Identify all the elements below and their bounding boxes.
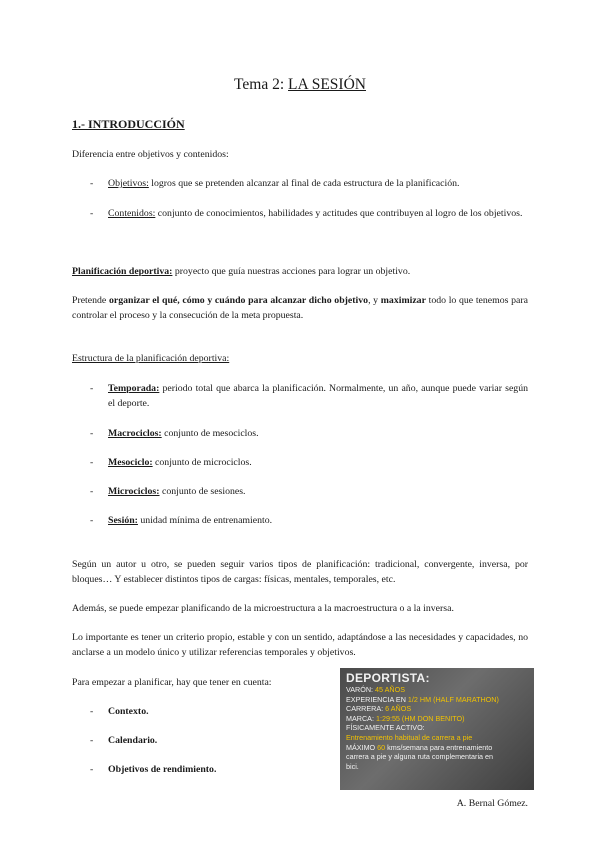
structure-text: conjunto de mesociclos.: [161, 428, 259, 439]
athlete-label: EXPERIENCIA EN: [346, 694, 408, 704]
structure-term: Temporada:: [108, 383, 160, 394]
athlete-label: CARRERA:: [346, 704, 386, 714]
pretends-paragraph: [72, 293, 528, 323]
page-title: [0, 76, 600, 94]
definition-term: Objetivos:: [108, 178, 149, 189]
athlete-value: 6 AÑOS: [385, 704, 412, 714]
list-dash: -: [90, 515, 94, 526]
paragraph: Además, se puede empezar planificando de la microestructura a la macroestructura o a la inversa.: [72, 603, 454, 614]
consideration-item: [90, 762, 310, 777]
list-dash: -: [90, 764, 94, 775]
athlete-label: carrera a pie y alguna ruta complementaria en: [346, 752, 494, 762]
structure-term: Macrociclos:: [108, 428, 162, 439]
pretends-text: Pretende: [72, 295, 109, 306]
structure-term: Mesociclo:: [108, 457, 153, 468]
athlete-line: [346, 762, 528, 772]
definition-item: [90, 176, 528, 191]
athlete-value: 1:29:55 (HM DON BENITO): [375, 713, 465, 723]
consideration-item: [90, 704, 310, 719]
pretends-text: todo lo que tenemos para controlar el proceso y la consecución de la meta propuesta.: [72, 295, 528, 321]
paragraph: Lo importante es tener un criterio propio, estable y con un sentido, adaptándose a las necesidades y capacidades, no anclarse a un modelo único y utilizar referencias temporales y objetivos.: [72, 632, 528, 658]
consideration-text: Calendario.: [108, 735, 158, 746]
structure-heading: Estructura de la planificación deportiva:: [72, 353, 230, 364]
consideration-item: [90, 733, 310, 748]
structure-item: [90, 484, 528, 499]
consideration-text: Contexto.: [108, 706, 149, 717]
athlete-label: MÁXIMO: [346, 742, 378, 752]
list-dash: -: [90, 706, 94, 717]
definition-item: [90, 206, 528, 221]
athlete-profile-image: [340, 668, 534, 790]
list-dash: -: [90, 428, 94, 439]
athlete-label: MARCA:: [346, 713, 376, 723]
author-signature: A. Bernal Gómez.: [456, 798, 528, 809]
structure-term: Microciclos:: [108, 486, 160, 497]
athlete-value: 60: [377, 742, 386, 752]
structure-item: [90, 381, 528, 411]
athlete-value: 45 AÑOS: [375, 685, 405, 694]
planning-definition: [72, 264, 528, 279]
athlete-label: kms/semana para entrenamiento: [385, 742, 493, 752]
list-dash: -: [90, 457, 94, 468]
structure-text: conjunto de microciclos.: [152, 457, 252, 468]
consideration-text: Objetivos de rendimiento.: [108, 764, 217, 775]
athlete-value: 1/2 HM (HALF MARATHON): [407, 694, 499, 704]
athlete-line: [346, 723, 528, 733]
structure-item: [90, 455, 528, 470]
structure-item: [90, 513, 528, 528]
athlete-line: [346, 695, 528, 705]
athlete-line: [346, 685, 528, 695]
title-prefix: Tema 2:: [234, 76, 289, 93]
paragraph: Según un autor u otro, se pueden seguir varios tipos de planificación: tradicional, convergente, inversa, por bloques… Y establecer distintos tipos de cargas: físicas, mentales, temporales, etc.: [72, 559, 528, 585]
athlete-label: VARÓN:: [346, 685, 376, 694]
definition-term: Contenidos:: [108, 208, 156, 219]
definition-text: conjunto de conocimientos, habilidades y actitudes que contribuyen al logro de los objetivos.: [155, 208, 523, 219]
structure-term: Sesión:: [108, 515, 138, 526]
athlete-line: [346, 733, 528, 743]
athlete-label: bici.: [346, 761, 359, 771]
list-dash: -: [90, 208, 94, 219]
athlete-line: [346, 714, 528, 724]
pretends-text: , y: [368, 295, 381, 306]
athlete-label: FÍSICAMENTE ACTIVO:: [346, 723, 425, 733]
planning-term: Planificación deportiva:: [72, 266, 173, 277]
athlete-line: [346, 704, 528, 714]
planning-text: proyecto que guía nuestras acciones para lograr un objetivo.: [172, 266, 411, 277]
list-dash: -: [90, 486, 94, 497]
structure-text: unidad mínima de entrenamiento.: [137, 515, 273, 526]
start-line: Para empezar a planificar, hay que tener en cuenta:: [72, 677, 272, 688]
title-main: LA SESIÓN: [288, 76, 366, 93]
list-dash: -: [90, 735, 94, 746]
list-dash: -: [90, 178, 94, 189]
section-heading: 1.- INTRODUCCIÓN: [72, 117, 185, 131]
athlete-line: [346, 743, 528, 753]
list-dash: -: [90, 383, 94, 394]
athlete-value: Entrenamiento habitual de carrera a pie: [346, 732, 473, 742]
pretends-bold: organizar el qué, cómo y cuándo para alcanzar dicho objetivo: [108, 295, 369, 306]
structure-text: periodo total que abarca la planificación. Normalmente, un año, aunque puede variar según el deporte.: [108, 383, 528, 409]
structure-text: conjunto de sesiones.: [159, 486, 246, 497]
athlete-line: [346, 752, 528, 762]
intro-line: Diferencia entre objetivos y contenidos:: [72, 149, 229, 160]
definition-text: logros que se pretenden alcanzar al final de cada estructura de la planificación.: [148, 178, 460, 189]
athlete-heading: DEPORTISTA:: [346, 671, 430, 685]
structure-item: [90, 426, 528, 441]
pretends-bold: maximizar: [380, 295, 426, 306]
